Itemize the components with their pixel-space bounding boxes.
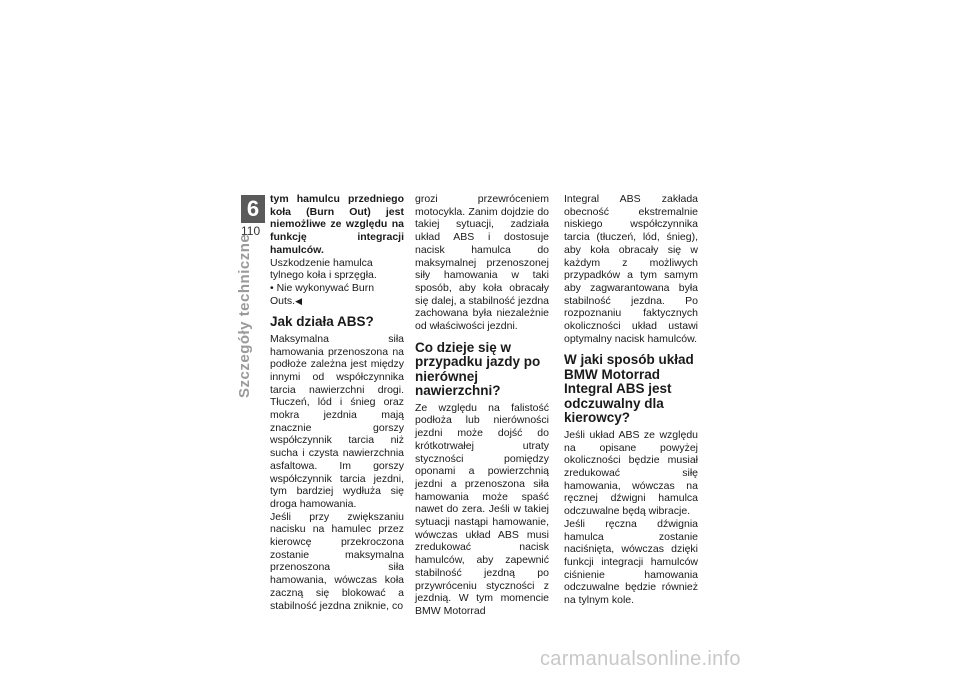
paragraph: Uszkodzenie hamulca tylnego koła i sprzęgła.	[270, 256, 377, 282]
page-number: 110	[241, 224, 261, 238]
paragraph: Jeśli przy zwiększaniu nacisku na hamulec przez kierowcę przekroczona zostanie maksymalna przenoszona siła hamowania, wówczas koła zaczną się blokować a stabilność jezdna zniknie, co	[270, 510, 404, 612]
text-column-3	[564, 193, 698, 607]
section-heading: W jaki sposób układ BMW Motorrad Integral ABS jest odczuwalny dla kierowcy?	[564, 352, 694, 426]
side-chapter-title: Szczegóły techniczne	[236, 233, 253, 398]
section-heading: Jak działa ABS?	[270, 314, 374, 330]
end-mark-icon: ◀	[295, 295, 303, 306]
watermark-text: carmanualsonline.info	[540, 648, 741, 670]
paragraph: grozi przewróceniem motocykla. Zanim dojdzie do takiej sytuacji, zadziała układ ABS i dostosuje nacisk hamulca do maksymalnej przenoszonej siły hamowania w taki sposób, aby koła obracały się dalej, a stabilność jezdna zachowana była niezależnie od właściwości jezdni.	[415, 193, 549, 333]
paragraph: Jeśli układ ABS ze względu na opisane powyżej okoliczności będzie musiał zredukować siłę hamowania, wówczas na ręcznej dźwigni hamulca odczuwalne będą wibracje.	[564, 428, 698, 518]
section-heading: Co dzieje się w przypadku jazdy po nierównej nawierzchni?	[415, 339, 541, 399]
paragraph: Jeśli ręczna dźwignia hamulca zostanie naciśnięta, wówczas dzięki funkcji integracji hamulców ciśnienie hamowania odczuwalne będzie również na tylnym kole.	[564, 517, 698, 607]
paragraph: Integral ABS zakłada obecność ekstremalnie niskiego współczynnika tarcia (tłuczeń, lód, śnieg), aby koła obracały się w każdym z możliwych przypadków a tym samym aby zagwarantowana była stabilność jezdna. Po rozpoznaniu faktycznych okoliczności układ ustawi optymalny nacisk hamulców.	[564, 193, 698, 345]
text-column-2	[415, 193, 549, 618]
paragraph: Ze względu na falistość podłoża lub nierówności jezdni może dojść do krótkotrwałej utraty styczności pomiędzy oponami a powierzchnią jezdni a przenoszona siła hamowania może spaść nawet do zera. Jeśli w takiej sytuacji nastąpi hamowanie, wówczas układ ABS musi zredukować nacisk hamulców, aby zapewnić stabilność jezdną po przywróceniu styczności z jezdnią. W tym momencie BMW Motorrad	[415, 401, 549, 617]
paragraph: Maksymalna siła hamowania przenoszona na podłoże zależna jest między innymi od współczynnika tarcia nawierzchni drogi. Tłuczeń, lód i śnieg oraz mokra jezdnia mają znacznie gorszy współczynnik tarcia niż sucha i czysta nawierzchnia asfaltowa. Im gorszy współczynnik tarcia jezdni, tym bardziej wydłuża się droga hamowania.	[270, 332, 404, 510]
intro-bold-text: tym hamulcu przedniego koła (Burn Out) jest niemożliwe ze względu na funkcję integracji hamulców.	[270, 193, 404, 256]
bullet-text: • Nie wykonywać Burn Outs.	[270, 281, 375, 307]
chapter-number-badge: 6	[241, 195, 265, 223]
text-column-1	[270, 193, 404, 612]
bullet-item	[270, 282, 404, 307]
